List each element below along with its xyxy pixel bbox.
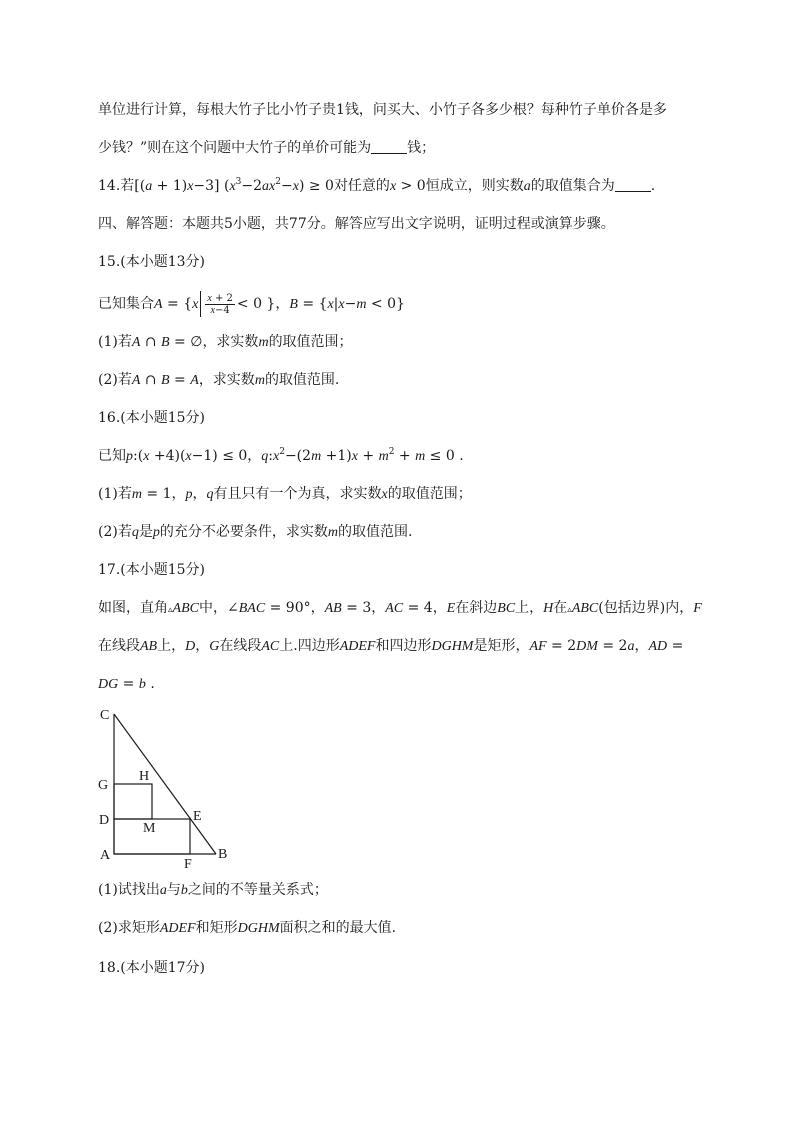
question-14: 14.若[(a + 1)x−3] $(x^3-2ax^2-x) \ge 0$对任意的x > 0恒成立，则实数a的取值集合为 . bbox=[98, 177, 656, 194]
answer-blank bbox=[615, 177, 651, 192]
question-18-header: 18.(本小题17分) bbox=[98, 960, 206, 976]
question-15-given: 已知集合A = {x $\frac{x + 2}{x-4}$ < 0 }，B = {x|x−m < 0} bbox=[98, 292, 405, 316]
label-b: B bbox=[218, 847, 228, 862]
question-15-part-1: (1)若A ∩ B = ∅，求实数m的取值范围； bbox=[98, 334, 353, 350]
question-15-header: 15.(本小题13分) bbox=[98, 254, 206, 270]
question-15-part-2: (2)若A ∩ B = A，求实数m的取值范围. bbox=[98, 372, 340, 388]
label-a: A bbox=[100, 848, 111, 863]
question-16-header: 16.(本小题15分) bbox=[98, 410, 206, 426]
triangle-figure bbox=[96, 704, 236, 874]
section-4-heading: 四、解答题：本题共5小题，共77分。解答应写出文字说明，证明过程或演算步骤。 bbox=[98, 216, 615, 232]
label-e: E bbox=[193, 809, 202, 824]
label-f: F bbox=[184, 857, 192, 872]
line1-text: 单位进行计算，每根大竹子比小竹子贵1钱，问买大、小竹子各多少根？每种竹子单价各是多 bbox=[98, 102, 667, 118]
answer-blank bbox=[371, 139, 407, 154]
question-16-part-2: (2)若q是p的充分不必要条件，求实数m的取值范围. bbox=[98, 524, 413, 540]
rect-dghm bbox=[114, 784, 152, 819]
label-m: M bbox=[143, 821, 156, 836]
label-d: D bbox=[99, 813, 110, 828]
label-c: C bbox=[100, 708, 110, 723]
label-g: G bbox=[98, 778, 109, 793]
text-line-2: 少钱？”则在这个问题中大竹子的单价可能为 钱； bbox=[98, 140, 436, 156]
label-h: H bbox=[139, 769, 150, 784]
question-17-line-2: 在线段AB上，D，G在线段AC上.四边形ADEF和四边形DGHM是矩形，AF = 2DM = 2a，AD = bbox=[98, 638, 684, 654]
question-17-part-1: (1)试找出a与b之间的不等量关系式； bbox=[98, 882, 328, 898]
question-17-part-2: (2)求矩形ADEF和矩形DGHM面积之和的最大值. bbox=[98, 920, 397, 936]
q14-formula: [(a + 1)x−3] $(x^3-2ax^2-x) \ge 0$ bbox=[134, 177, 334, 194]
question-17-line-3: DG = b . bbox=[98, 676, 155, 692]
text-line-1 bbox=[98, 100, 667, 120]
question-16-given: 已知p:(x +4)(x−1) ≤ 0，$q:x^2-(2m +1)x + m^2 + m \le 0$ . bbox=[98, 447, 464, 464]
question-17-header: 17.(本小题15分) bbox=[98, 562, 206, 578]
q15-set-a: A = {x $\frac{x + 2}{x-4}$ < 0 }，B = {x|x−m < 0} bbox=[154, 292, 405, 316]
question-16-part-1: (1)若m = 1，p，q有且只有一个为真，求实数x的取值范围； bbox=[98, 486, 472, 502]
question-17-line-1: 如图，直角▵ABC中，∠BAC = 90°，AB = 3，AC = 4，E在斜边BC上，H在▵ABC(包括边界)内，F bbox=[98, 600, 702, 616]
q16-formula: p:(x +4)(x−1) ≤ 0，$q:x^2-(2m +1)x + m^2 + m \le 0$ . bbox=[126, 447, 464, 464]
